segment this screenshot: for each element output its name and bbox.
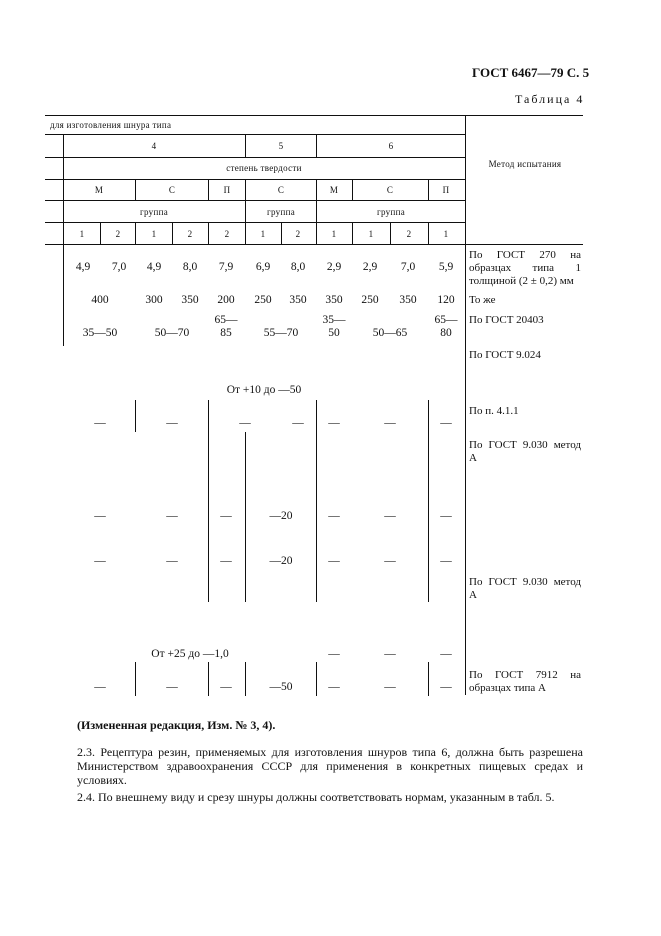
page-header: ГОСТ 6467—79 С. 5 <box>472 65 590 80</box>
r3-c3b: 85 <box>220 327 232 339</box>
r3-c3a: 65— <box>214 314 238 326</box>
group-10: 2 <box>406 229 412 239</box>
r2-c4: 200 <box>217 294 235 306</box>
r10-dash-1: — <box>94 681 106 693</box>
r3-c5b: 50 <box>328 327 340 339</box>
group-4: 2 <box>187 229 193 239</box>
group-5: 2 <box>224 229 230 239</box>
group-2: 2 <box>115 229 121 239</box>
r9-method: По ГОСТ 9.030 метод А <box>469 576 581 601</box>
r7-dash-1: — <box>94 510 106 522</box>
method-header: Метод испытания <box>488 159 562 169</box>
r2-c6: 350 <box>289 294 307 306</box>
type-4: 4 <box>151 141 157 151</box>
r1-c8: 2,9 <box>326 261 342 273</box>
r3-c7b: 80 <box>440 327 452 339</box>
hardness-5: М <box>329 185 339 195</box>
group-6: 1 <box>260 229 266 239</box>
paragraph-2-3 <box>77 745 583 787</box>
r10-dash-2: — <box>166 681 178 693</box>
group-11: 1 <box>443 229 449 239</box>
r8-dash-1: — <box>94 555 106 567</box>
r5-dash-5: — <box>328 417 340 429</box>
type-6: 6 <box>388 141 394 151</box>
r7-dash-5: — <box>384 510 396 522</box>
r1-c6: 6,9 <box>255 261 271 273</box>
hardness-3: П <box>223 185 231 195</box>
group-label-4: группа <box>139 207 169 217</box>
r8-dash-5: — <box>384 555 396 567</box>
r2-c8: 250 <box>361 294 379 306</box>
r10-dash-3: — <box>220 681 232 693</box>
hardness-1: М <box>94 185 104 195</box>
r1-c9: 2,9 <box>362 261 378 273</box>
r2-c7: 350 <box>325 294 343 306</box>
r7-dash-3: — <box>220 510 232 522</box>
group-7: 2 <box>295 229 301 239</box>
r4-method: По ГОСТ 9.024 <box>469 349 541 361</box>
r1-c2: 7,0 <box>111 261 127 273</box>
group-8: 1 <box>331 229 337 239</box>
r2-c10: 120 <box>437 294 455 306</box>
r9-dash-2: — <box>384 648 396 660</box>
table-caption: Таблица 4 <box>515 92 585 106</box>
r8-value: —20 <box>269 555 293 567</box>
r8-dash-4: — <box>328 555 340 567</box>
r5-method: По п. 4.1.1 <box>469 405 519 417</box>
hardness-7: П <box>442 185 450 195</box>
r1-c5: 7,9 <box>218 261 234 273</box>
r10-dash-5: — <box>384 681 396 693</box>
group-header: для изготовления шнура типа <box>50 120 172 130</box>
r2-c5: 250 <box>254 294 272 306</box>
r10-value: —50 <box>269 681 293 693</box>
r5-dash-3: — <box>239 417 251 429</box>
r3-c5a: 35— <box>322 314 346 326</box>
r2-c3: 350 <box>181 294 199 306</box>
r2-c9: 350 <box>399 294 417 306</box>
r6-method: По ГОСТ 9.030 метод А <box>469 439 581 464</box>
r9-dash-1: — <box>328 648 340 660</box>
type-5: 5 <box>278 141 284 151</box>
r2-c1: 400 <box>91 294 109 306</box>
group-9: 1 <box>368 229 374 239</box>
paragraph-2-4-text: 2.4. По внешнему виду и срезу шнуры должны соответствовать нормам, указанным в табл. 5. <box>77 790 555 804</box>
r1-c7: 8,0 <box>290 261 306 273</box>
hardness-label: степень твердости <box>226 163 302 173</box>
r3-c1: 35—50 <box>82 327 118 339</box>
paragraph-2-3-text: 2.3. Рецептура резин, применяемых для изготовления шнуров типа 6, должна быть разрешена Министерством здравоохранения СССР для применения в конкретных пищевых средах и условиях. <box>77 745 583 787</box>
r1-c10: 7,0 <box>400 261 416 273</box>
group-3: 1 <box>151 229 157 239</box>
r4-span: От +10 до —50 <box>226 384 302 396</box>
r8-dash-6: — <box>440 555 452 567</box>
r3-c2: 50—70 <box>154 327 190 339</box>
r5-dash-1: — <box>94 417 106 429</box>
group-label-5: группа <box>266 207 296 217</box>
r7-dash-4: — <box>328 510 340 522</box>
r9-span: От +25 до —1,0 <box>151 648 229 660</box>
r10-method: По ГОСТ 7912 на образцах типа А <box>469 669 581 694</box>
r7-dash-6: — <box>440 510 452 522</box>
r5-dash-4: — <box>292 417 304 429</box>
r5-dash-2: — <box>166 417 178 429</box>
r10-dash-6: — <box>440 681 452 693</box>
r1-c11: 5,9 <box>438 261 454 273</box>
hardness-2: С <box>168 185 176 195</box>
r8-dash-3: — <box>220 555 232 567</box>
paragraph-2-4 <box>77 790 583 804</box>
r9-dash-3: — <box>440 648 452 660</box>
r1-method: По ГОСТ 270 на образцах типа 1 толщиной (2 ± 0,2) мм <box>469 249 581 287</box>
r2-method: То же <box>469 294 496 306</box>
r1-c1: 4,9 <box>75 261 91 273</box>
r3-c6: 50—65 <box>372 327 408 339</box>
r2-c2: 300 <box>145 294 163 306</box>
amendment-note: (Измененная редакция, Изм. № 3, 4). <box>77 718 276 732</box>
r7-value: —20 <box>269 510 293 522</box>
r1-c3: 4,9 <box>146 261 162 273</box>
r3-c4: 55—70 <box>263 327 299 339</box>
hardness-4: С <box>277 185 285 195</box>
r8-dash-2: — <box>166 555 178 567</box>
group-1: 1 <box>79 229 85 239</box>
r5-dash-6: — <box>384 417 396 429</box>
r1-c4: 8,0 <box>182 261 198 273</box>
r7-dash-2: — <box>166 510 178 522</box>
r3-method: По ГОСТ 20403 <box>469 314 544 326</box>
r10-dash-4: — <box>328 681 340 693</box>
r5-dash-7: — <box>440 417 452 429</box>
r3-c7a: 65— <box>434 314 458 326</box>
group-label-6: группа <box>376 207 406 217</box>
hardness-6: С <box>386 185 394 195</box>
